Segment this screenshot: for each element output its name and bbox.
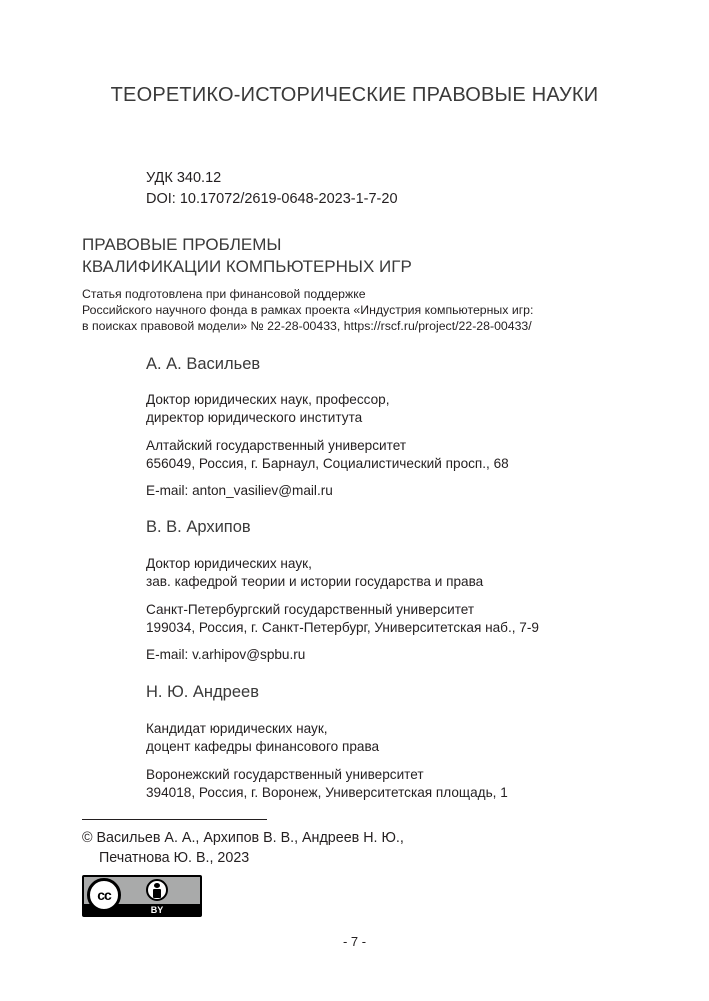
person-head	[154, 883, 160, 888]
footnote-rule	[82, 819, 267, 820]
author-affiliation	[146, 766, 508, 802]
copyright-line-2: Печатнова Ю. В., 2023	[99, 850, 250, 866]
udk: УДК 340.12	[146, 170, 222, 186]
section-title: ТЕОРЕТИКО-ИСТОРИЧЕСКИЕ ПРАВОВЫЕ НАУКИ	[110, 84, 599, 106]
author-position-line: Доктор юридических наук, профессор,	[146, 392, 390, 407]
cc-icon: cc	[87, 878, 121, 912]
author-position	[146, 555, 483, 591]
copyright-notice	[82, 828, 404, 868]
author-position-line: зав. кафедрой теории и истории государства и права	[146, 574, 484, 589]
author-name: А. А. Васильев	[146, 355, 261, 373]
affiliation-address: 199034, Россия, г. Санкт-Петербург, Университетская наб., 7-9	[146, 620, 539, 635]
author-position-line: Кандидат юридических наук,	[146, 721, 328, 736]
article-title-line-1: ПРАВОВЫЕ ПРОБЛЕМЫ	[82, 235, 282, 254]
affiliation-name: Воронежский государственный университет	[146, 767, 424, 782]
person-body	[153, 889, 161, 898]
author-position-line: Доктор юридических наук,	[146, 556, 312, 571]
attribution-person-icon	[146, 879, 168, 901]
doi: DOI: 10.17072/2619-0648-2023-1-7-20	[146, 191, 398, 207]
udk-doi-block	[146, 168, 398, 210]
author-position	[146, 720, 379, 756]
funding-line-2: Российского научного фонда в рамках проекта «Индустрия компьютерных игр:	[82, 303, 534, 317]
affiliation-name: Санкт-Петербургский государственный университет	[146, 602, 475, 617]
article-title	[82, 234, 412, 278]
copyright-line-1: © Васильев А. А., Архипов В. В., Андреев Н. Ю.,	[82, 830, 404, 846]
author-name: Н. Ю. Андреев	[146, 683, 259, 701]
author-affiliation	[146, 601, 539, 637]
affiliation-name: Алтайский государственный университет	[146, 438, 407, 453]
cc-by-license-badge[interactable]	[82, 875, 202, 917]
author-email: E-mail: anton_vasiliev@mail.ru	[146, 483, 333, 498]
author-position-line: доцент кафедры финансового права	[146, 739, 380, 754]
page-number: - 7 -	[342, 934, 367, 949]
funding-line-3: в поисках правовой модели» № 22-28-00433, https://rscf.ru/project/22-28-00433/	[82, 319, 532, 333]
by-label: BY	[150, 905, 164, 915]
article-title-line-2: КВАЛИФИКАЦИИ КОМПЬЮТЕРНЫХ ИГР	[82, 257, 412, 276]
funding-note	[82, 286, 533, 334]
affiliation-address: 656049, Россия, г. Барнаул, Социалистический просп., 68	[146, 456, 509, 471]
author-email: E-mail: v.arhipov@spbu.ru	[146, 647, 306, 662]
author-affiliation	[146, 437, 509, 473]
author-position-line: директор юридического института	[146, 410, 363, 425]
funding-line-1: Статья подготовлена при финансовой поддержке	[82, 287, 366, 301]
author-position	[146, 391, 390, 427]
author-name: В. В. Архипов	[146, 518, 251, 536]
affiliation-address: 394018, Россия, г. Воронеж, Университетская площадь, 1	[146, 785, 508, 800]
